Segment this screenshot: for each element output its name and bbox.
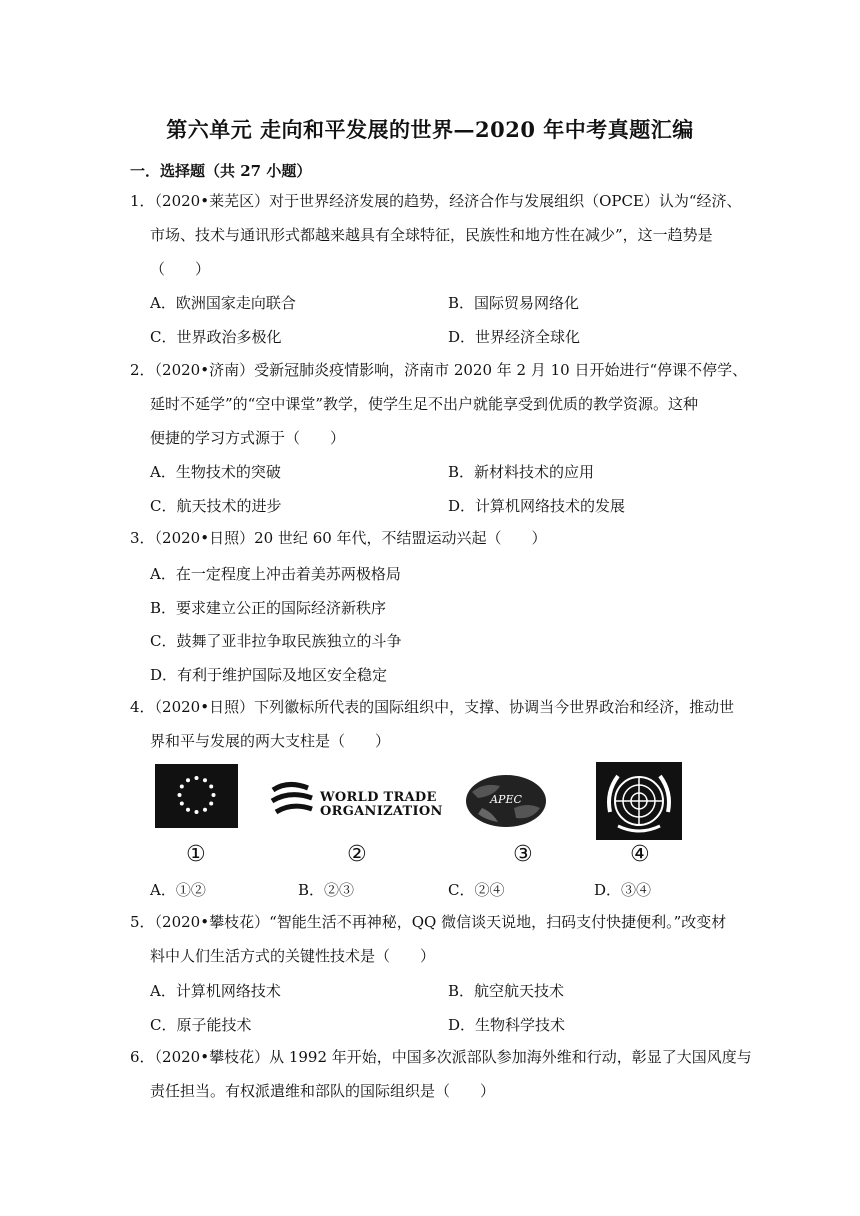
q5-option-c: C．原子能技术: [150, 1016, 252, 1034]
q2-option-b: B．新材料技术的应用: [448, 463, 595, 481]
logo-number-4: ④: [630, 842, 650, 867]
page-title: 第六单元 走向和平发展的世界—2020 年中考真题汇编: [166, 117, 694, 142]
question-4-line-2: 界和平与发展的两大支柱是（ ）: [150, 732, 391, 750]
wto-text-line-2: ORGANIZATION: [320, 804, 443, 819]
question-6-line-2: 责任担当。有权派遣维和部队的国际组织是（ ）: [150, 1082, 496, 1100]
q4-option-c: C．②④: [448, 881, 505, 899]
apec-text: APEC: [490, 793, 522, 806]
question-6-line-1: 6．（2020•攀枝花）从 1992 年开始，中国多次派部队参加海外维和行动，彰显了大国风度与: [130, 1048, 752, 1066]
q4-option-d: D．③④: [594, 881, 652, 899]
q4-option-b: B．②③: [298, 881, 355, 899]
question-3-line-1: 3．（2020•日照）20 世纪 60 年代，不结盟运动兴起（ ）: [130, 529, 547, 547]
wto-text-line-1: WORLD TRADE: [320, 790, 437, 805]
q3-option-a: A．在一定程度上冲击着美苏两极格局: [150, 565, 401, 583]
question-1-line-3: （ ）: [150, 260, 211, 278]
question-2-line-3: 便捷的学习方式源于（ ）: [150, 429, 346, 447]
logo-number-1: ①: [186, 842, 206, 867]
q3-option-c: C．鼓舞了亚非拉争取民族独立的斗争: [150, 632, 402, 650]
q1-option-a: A．欧洲国家走向联合: [150, 294, 296, 312]
question-4-line-1: 4．（2020•日照）下列徽标所代表的国际组织中，支撑、协调当今世界政治和经济，推动世: [130, 698, 735, 716]
question-1-line-1: 1．（2020•莱芜区）对于世界经济发展的趋势，经济合作与发展组织（OPCE）认为“经济、: [130, 192, 742, 210]
eu-flag-logo: [155, 764, 238, 828]
q4-option-a: A．①②: [150, 881, 206, 899]
section-heading: 一．选择题（共 27 小题）: [130, 162, 312, 180]
wto-logo: [268, 776, 443, 826]
un-logo: [596, 762, 682, 840]
question-1-line-2: 市场、技术与通讯形式都越来越具有全球特征，民族性和地方性在减少”，这一趋势是: [150, 226, 713, 244]
q3-option-d: D．有利于维护国际及地区安全稳定: [150, 666, 388, 684]
q2-option-d: D．计算机网络技术的发展: [448, 497, 626, 515]
q1-option-d: D．世界经济全球化: [448, 328, 581, 346]
q1-option-c: C．世界政治多极化: [150, 328, 282, 346]
q2-option-c: C．航天技术的进步: [150, 497, 282, 515]
apec-logo: [464, 772, 548, 830]
question-2-line-1: 2．（2020•济南）受新冠肺炎疫情影响，济南市 2020 年 2 月 10 日开始进行“停课不停学、: [130, 361, 748, 379]
question-5-line-2: 料中人们生活方式的关键性技术是（ ）: [150, 947, 436, 965]
logo-number-2: ②: [347, 842, 367, 867]
question-2-line-2: 延时不延学”的“空中课堂”教学，使学生足不出户就能享受到优质的教学资源。这种: [150, 395, 699, 413]
logo-number-3: ③: [513, 842, 533, 867]
q1-option-b: B．国际贸易网络化: [448, 294, 580, 312]
q2-option-a: A．生物技术的突破: [150, 463, 281, 481]
q5-option-b: B．航空航天技术: [448, 982, 565, 1000]
q5-option-a: A．计算机网络技术: [150, 982, 281, 1000]
question-5-line-1: 5．（2020•攀枝花）“智能生活不再神秘，QQ 微信谈天说地，扫码支付快捷便利。”改变材: [130, 913, 727, 931]
q3-option-b: B．要求建立公正的国际经济新秩序: [150, 599, 387, 617]
q5-option-d: D．生物科学技术: [448, 1016, 566, 1034]
